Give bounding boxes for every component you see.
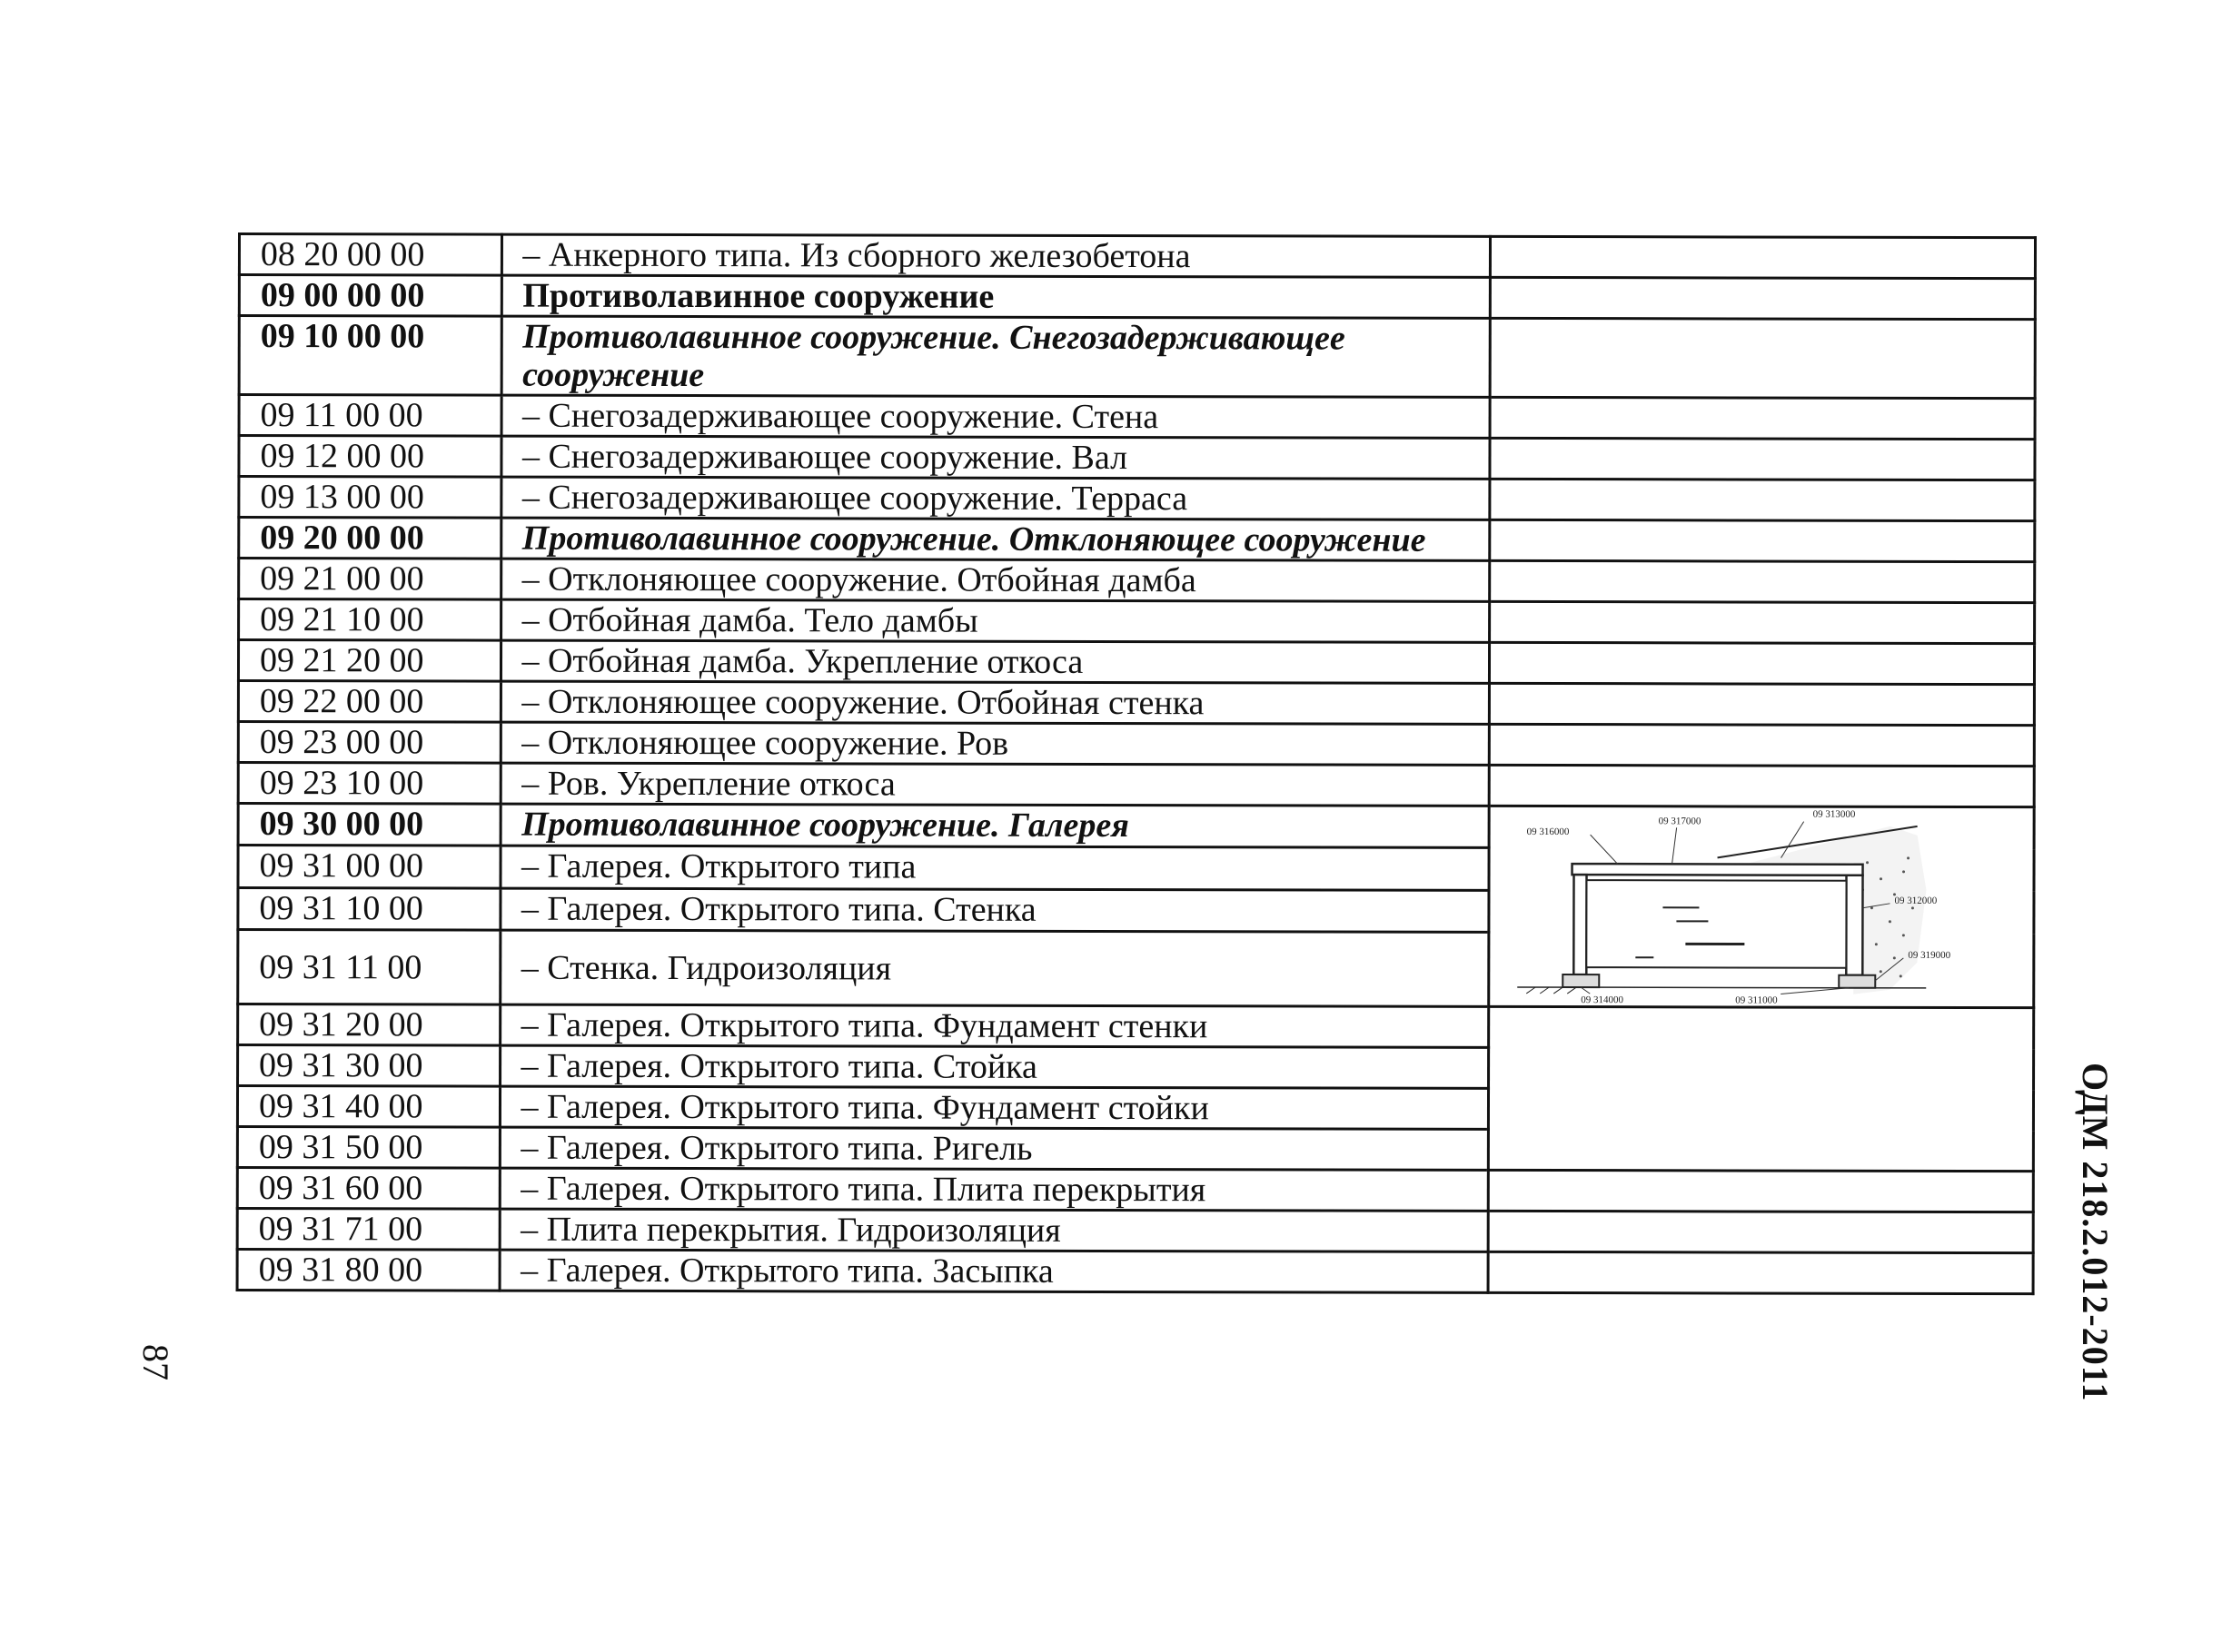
row-code: 09 11 00 00	[239, 395, 501, 437]
row-code: 09 20 00 00	[239, 518, 501, 559]
row-code: 08 20 00 00	[239, 234, 501, 276]
row-image-cell	[1490, 438, 2035, 480]
row-image-cell	[1489, 560, 2034, 602]
row-code: 09 21 10 00	[239, 599, 501, 641]
table-row	[239, 436, 2035, 480]
row-name: – Галерея. Открытого типа. Плита перекрытия	[500, 1168, 1488, 1211]
row-code: 09 31 60 00	[237, 1168, 500, 1210]
diagram-label: 09 317000	[1658, 816, 1701, 827]
row-image-cell	[1490, 236, 2035, 278]
row-image-cell	[1489, 642, 2034, 684]
row-name: – Галерея. Открытого типа. Фундамент стенки	[500, 1004, 1488, 1047]
row-name: – Галерея. Открытого типа. Ригель	[500, 1127, 1488, 1170]
row-code: 09 31 20 00	[238, 1004, 501, 1046]
row-code: 09 22 00 00	[238, 681, 501, 723]
table-row	[239, 518, 2035, 562]
row-name: Противолавинное сооружение. Галерея	[501, 804, 1489, 848]
table-row	[237, 1209, 2033, 1253]
row-code: 09 31 40 00	[237, 1086, 500, 1128]
table-row	[239, 477, 2035, 521]
row-code: 09 10 00 00	[239, 316, 501, 396]
row-code: 09 23 00 00	[238, 722, 501, 764]
diagram-label: 09 312000	[1894, 895, 1937, 906]
row-name: – Снегозадерживающее сооружение. Терраса	[501, 477, 1489, 519]
diagram-label: 09 314000	[1580, 994, 1623, 1006]
row-image-cell	[1489, 519, 2034, 561]
gallery-diagram-cell	[1488, 806, 2034, 1007]
table-row	[237, 1250, 2033, 1294]
row-name: Противолавинное сооружение. Снегозадерживающее сооружение	[501, 316, 1490, 397]
row-name: – Отклоняющее сооружение. Ров	[501, 722, 1489, 765]
row-name: – Отбойная дамба. Тело дамбы	[501, 599, 1489, 642]
row-name: – Снегозадерживающее сооружение. Вал	[501, 436, 1489, 479]
table-row	[239, 599, 2035, 644]
diagram-label: 09 311000	[1734, 994, 1778, 1006]
row-name: – Отбойная дамба. Укрепление откоса	[501, 640, 1489, 683]
document-designation: ОДМ 218.2.012-2011	[2075, 1063, 2116, 1402]
row-code: 09 31 00 00	[238, 846, 501, 888]
row-name: – Галерея. Открытого типа. Стенка	[500, 888, 1488, 933]
table-row	[239, 559, 2035, 603]
row-code: 09 12 00 00	[239, 436, 501, 478]
row-code: 09 31 30 00	[238, 1045, 501, 1087]
diagram-label: 09 313000	[1812, 808, 1856, 820]
row-image-cell	[1489, 724, 2034, 766]
table-row	[238, 1004, 2034, 1049]
row-image-cell	[1488, 1251, 2033, 1293]
row-name: – Галерея. Открытого типа	[500, 846, 1488, 891]
table-row	[239, 234, 2035, 279]
table-row	[239, 395, 2035, 440]
row-image-cell	[1488, 1170, 2033, 1212]
table-row	[238, 722, 2034, 767]
row-name: Противолавинное сооружение. Отклоняющее сооружение	[501, 518, 1489, 560]
row-name: – Галерея. Открытого типа. Засыпка	[500, 1250, 1488, 1292]
row-code: 09 00 00 00	[239, 275, 501, 317]
row-name: – Галерея. Открытого типа. Стойка	[500, 1045, 1488, 1088]
diagram-label: 09 319000	[1908, 949, 1950, 961]
page-number: 87	[135, 1344, 176, 1380]
row-name: Противолавинное сооружение	[501, 275, 1490, 318]
table-row	[239, 316, 2035, 399]
row-name: – Галерея. Открытого типа. Фундамент стойки	[500, 1086, 1488, 1129]
row-image-cell	[1489, 765, 2034, 806]
row-name: – Отклоняющее сооружение. Отбойная стенка	[501, 681, 1489, 724]
table-row	[238, 681, 2034, 726]
row-code: 09 31 71 00	[237, 1209, 500, 1251]
row-name: – Снегозадерживающее сооружение. Стена	[501, 395, 1490, 438]
row-image-cell	[1490, 277, 2035, 319]
row-image-cell	[1490, 479, 2035, 520]
table-row	[238, 763, 2034, 807]
table-row	[237, 1168, 2033, 1212]
row-name: – Плита перекрытия. Гидроизоляция	[500, 1209, 1488, 1251]
table-row	[238, 640, 2034, 685]
row-name: – Анкерного типа. Из сборного железобетона	[501, 234, 1490, 277]
row-code: 09 21 00 00	[239, 559, 501, 600]
row-image-cell	[1489, 601, 2034, 643]
row-code: 09 31 80 00	[237, 1250, 500, 1291]
row-image-cell	[1490, 318, 2035, 398]
gallery-cross-section-drawing	[1490, 807, 2026, 1006]
table-row	[239, 275, 2035, 320]
row-code: 09 13 00 00	[239, 477, 501, 519]
row-image-cell	[1490, 397, 2035, 439]
row-code: 09 31 11 00	[238, 930, 501, 1004]
row-image-cell	[1488, 1006, 2034, 1171]
row-code: 09 23 10 00	[238, 763, 501, 805]
row-image-cell	[1489, 683, 2034, 725]
row-code: 09 31 10 00	[238, 887, 501, 930]
row-name: – Ров. Укрепление откоса	[501, 763, 1489, 806]
row-code: 09 30 00 00	[238, 804, 501, 846]
table-row	[238, 804, 2034, 850]
row-code: 09 31 50 00	[237, 1127, 500, 1169]
row-name: – Стенка. Гидроизоляция	[500, 931, 1488, 1007]
classifier-table	[236, 232, 2037, 1295]
row-image-cell	[1488, 1211, 2033, 1252]
row-name: – Отклоняющее сооружение. Отбойная дамба	[501, 559, 1489, 601]
diagram-label: 09 316000	[1526, 826, 1570, 838]
row-code: 09 21 20 00	[238, 640, 501, 682]
